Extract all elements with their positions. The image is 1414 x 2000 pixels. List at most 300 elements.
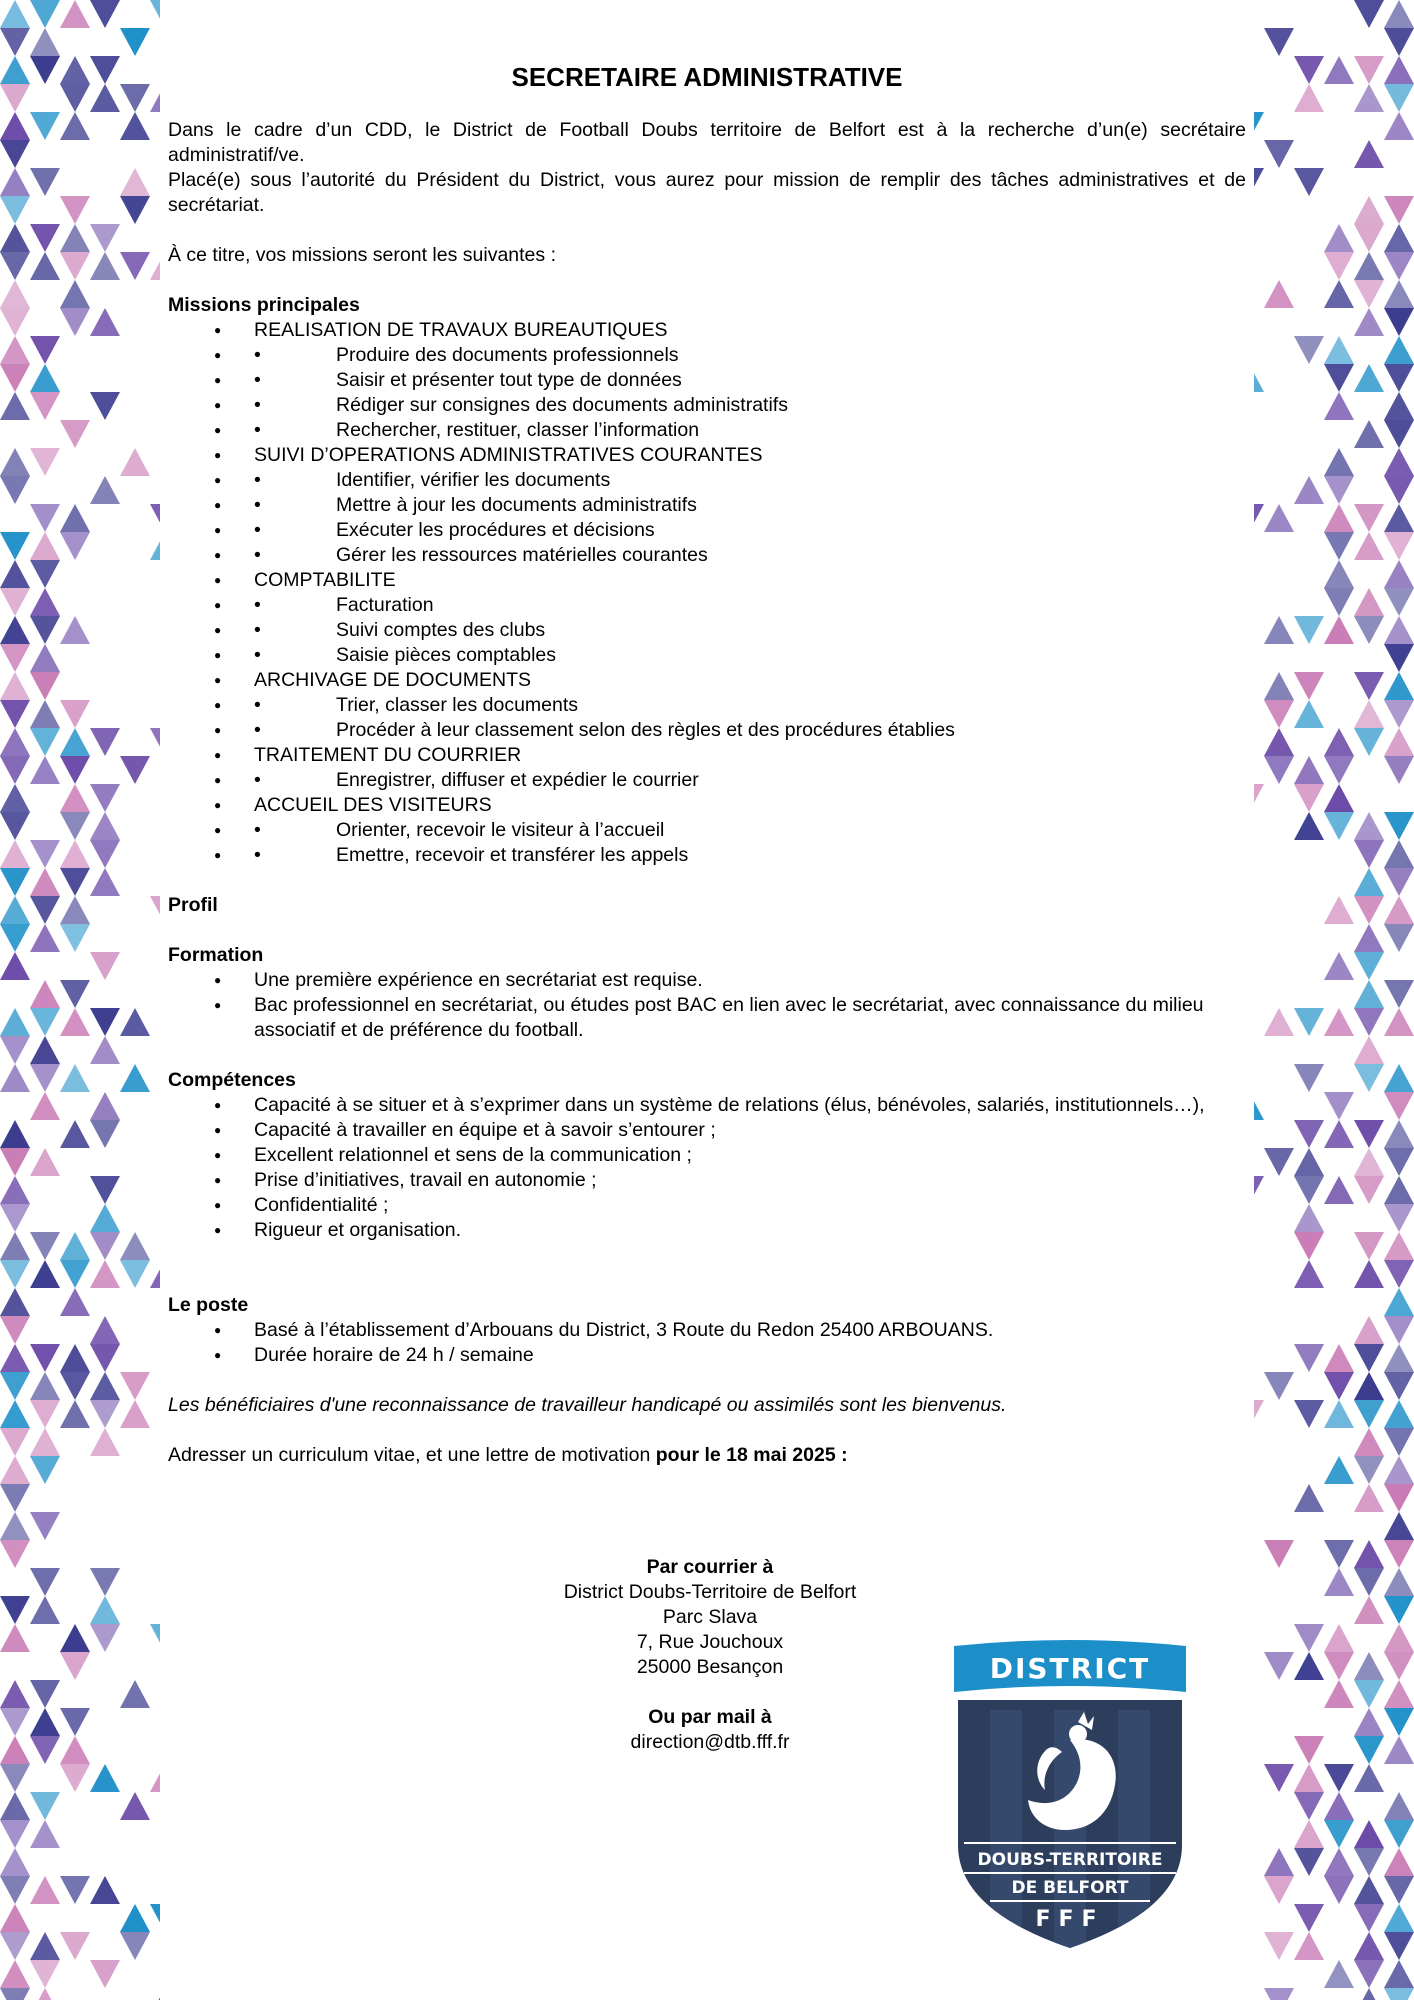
decorative-triangle — [1384, 1820, 1414, 1848]
decorative-triangle — [1354, 280, 1384, 308]
decorative-triangle — [0, 644, 30, 672]
decorative-triangle — [1294, 1148, 1324, 1176]
decorative-triangle — [1354, 924, 1384, 952]
decorative-triangle — [1294, 1204, 1324, 1232]
sub-bullet: • — [254, 719, 261, 741]
decorative-triangle — [1264, 504, 1294, 532]
decorative-triangle — [90, 952, 120, 980]
decorative-triangle — [1254, 112, 1264, 140]
sub-bullet: • — [254, 494, 261, 516]
decorative-triangle — [1384, 1316, 1414, 1344]
list-item: ● Capacité à travailler en équipe et à savoir s’entourer ; — [168, 1118, 1246, 1143]
decorative-triangle — [1384, 1372, 1414, 1400]
decorative-triangle — [60, 252, 90, 280]
decorative-triangle — [1294, 1260, 1324, 1288]
decorative-triangle — [30, 532, 60, 560]
decorative-triangle — [1384, 504, 1414, 532]
decorative-triangle — [150, 1904, 160, 1932]
decorative-triangle — [0, 168, 30, 196]
decorative-triangle — [60, 840, 90, 868]
decorative-triangle — [30, 0, 60, 28]
mission-task-text: Orienter, recevoir le visiteur à l’accueil — [336, 819, 665, 841]
decorative-triangle — [30, 1960, 60, 1988]
decorative-triangle — [120, 1372, 150, 1400]
decorative-triangle — [0, 1764, 30, 1792]
mission-task — [168, 468, 1246, 493]
decorative-triangle — [0, 1540, 30, 1568]
decorative-triangle — [90, 1008, 120, 1036]
decorative-triangle — [1294, 1652, 1324, 1680]
decorative-triangle — [0, 1848, 30, 1876]
decorative-triangle — [0, 812, 30, 840]
decorative-triangle — [120, 252, 150, 280]
decorative-triangle — [1384, 1568, 1414, 1596]
decorative-triangle — [1294, 168, 1324, 196]
decorative-triangle — [120, 1400, 150, 1428]
mission-task — [168, 368, 1246, 393]
decorative-triangle — [1384, 1204, 1414, 1232]
decorative-triangle — [1324, 1960, 1354, 1988]
decorative-triangle — [90, 1764, 120, 1792]
list-item: ● Excellent relationnel et sens de la communication ; — [168, 1143, 1246, 1168]
decorative-triangle — [1254, 168, 1264, 196]
decorative-triangle — [90, 224, 120, 252]
decorative-triangle — [1264, 140, 1294, 168]
mission-task — [168, 718, 1246, 743]
decorative-triangle — [0, 336, 30, 364]
decorative-triangle — [1354, 1064, 1384, 1092]
decorative-triangle — [0, 1876, 30, 1904]
decorative-triangle — [1264, 1988, 1294, 2000]
decorative-triangle — [1354, 1120, 1384, 1148]
address-line: 25000 Besançon — [636, 1656, 784, 1678]
decorative-triangle — [1354, 140, 1384, 168]
decorative-triangle — [1354, 1876, 1384, 1904]
decorative-triangle — [60, 280, 90, 308]
decorative-triangle — [90, 1316, 120, 1344]
decorative-triangle — [1324, 1176, 1354, 1204]
decorative-triangle — [1354, 504, 1384, 532]
decorative-triangle — [1324, 280, 1354, 308]
decorative-triangle — [1384, 1120, 1414, 1148]
decorative-triangle — [1354, 1960, 1384, 1988]
decorative-triangle — [1384, 1400, 1414, 1428]
decorative-triangle — [0, 1344, 30, 1372]
decorative-triangle — [30, 1708, 60, 1736]
logo-divider — [990, 1900, 1150, 1902]
decorative-triangle — [60, 980, 90, 1008]
decorative-triangle — [1354, 1260, 1384, 1288]
decorative-triangle — [90, 1876, 120, 1904]
sub-bullet: • — [254, 394, 261, 416]
decorative-triangle — [60, 0, 90, 28]
decorative-triangle — [0, 1792, 30, 1820]
sub-bullet: • — [254, 694, 261, 716]
mission-task-text: Rechercher, restituer, classer l’information — [336, 419, 700, 441]
sub-bullet: • — [254, 594, 261, 616]
decorative-triangle — [0, 56, 30, 84]
decorative-triangle — [1354, 0, 1384, 28]
decorative-triangle — [1354, 196, 1384, 224]
decorative-triangle — [1294, 1120, 1324, 1148]
decorative-triangle — [120, 1064, 150, 1092]
decorative-triangle — [60, 308, 90, 336]
list-item: ● Une première expérience en secrétariat est requise. — [168, 968, 1246, 993]
decorative-triangle — [1324, 1008, 1354, 1036]
left-decorative-pattern — [0, 0, 160, 2000]
decorative-triangle — [30, 1456, 60, 1484]
decorative-triangle — [30, 1036, 60, 1064]
decorative-triangle — [1294, 812, 1324, 840]
decorative-triangle — [120, 1680, 150, 1708]
decorative-triangle — [0, 1904, 30, 1932]
mission-task — [168, 343, 1246, 368]
decorative-triangle — [1354, 1736, 1384, 1764]
decorative-triangle — [90, 1176, 120, 1204]
decorative-triangle — [30, 1680, 60, 1708]
mission-task-text: Identifier, vérifier les documents — [336, 469, 611, 491]
list-item: ● Confidentialité ; — [168, 1193, 1246, 1218]
decorative-triangle — [1324, 364, 1354, 392]
sub-bullet: • — [254, 544, 261, 566]
decorative-triangle — [1354, 1344, 1384, 1372]
decorative-triangle — [0, 728, 30, 756]
decorative-triangle — [1354, 1540, 1384, 1568]
decorative-triangle — [1324, 1652, 1354, 1680]
decorative-triangle — [1384, 1232, 1414, 1260]
decorative-triangle — [150, 728, 160, 756]
decorative-triangle — [1354, 1764, 1384, 1792]
decorative-triangle — [1354, 672, 1384, 700]
decorative-triangle — [30, 616, 60, 644]
decorative-triangle — [1324, 56, 1354, 84]
decorative-triangle — [1354, 1988, 1384, 2000]
decorative-triangle — [1264, 700, 1294, 728]
decorative-triangle — [1354, 728, 1384, 756]
decorative-triangle — [90, 1400, 120, 1428]
decorative-triangle — [150, 1764, 160, 1792]
decorative-triangle — [60, 1708, 90, 1736]
decorative-triangle — [1354, 700, 1384, 728]
decorative-triangle — [30, 1988, 60, 2000]
decorative-triangle — [1354, 616, 1384, 644]
decorative-triangle — [90, 1092, 120, 1120]
decorative-triangle — [60, 1652, 90, 1680]
decorative-triangle — [120, 1008, 150, 1036]
decorative-triangle — [1384, 252, 1414, 280]
decorative-triangle — [1384, 560, 1414, 588]
decorative-triangle — [30, 28, 60, 56]
decorative-triangle — [1294, 1792, 1324, 1820]
decorative-triangle — [150, 504, 160, 532]
decorative-triangle — [1384, 1932, 1414, 1960]
decorative-triangle — [0, 224, 30, 252]
decorative-triangle — [60, 196, 90, 224]
formation-title: Formation — [168, 944, 264, 966]
decorative-triangle — [1354, 1904, 1384, 1932]
decorative-triangle — [0, 868, 30, 896]
decorative-triangle — [1384, 308, 1414, 336]
mission-task-text: Saisie pièces comptables — [336, 644, 557, 666]
decorative-triangle — [1264, 280, 1294, 308]
mission-task — [168, 543, 1246, 568]
decorative-triangle — [1384, 1736, 1414, 1764]
decorative-triangle — [1384, 1484, 1414, 1512]
decorative-triangle — [0, 1148, 30, 1176]
decorative-triangle — [1354, 1680, 1384, 1708]
decorative-triangle — [1354, 1232, 1384, 1260]
decorative-triangle — [1294, 1848, 1324, 1876]
decorative-triangle — [1324, 1876, 1354, 1904]
decorative-triangle — [1264, 616, 1294, 644]
sub-bullet: • — [254, 769, 261, 791]
contact-block — [480, 1555, 940, 1755]
decorative-triangle — [0, 112, 30, 140]
decorative-triangle — [0, 1988, 30, 2000]
mission-category: ● TRAITEMENT DU COURRIER — [168, 743, 1246, 768]
decorative-triangle — [30, 700, 60, 728]
decorative-triangle — [1354, 588, 1384, 616]
decorative-triangle — [30, 1820, 60, 1848]
decorative-triangle — [30, 1092, 60, 1120]
decorative-triangle — [60, 504, 90, 532]
decorative-triangle — [0, 1820, 30, 1848]
decorative-triangle — [90, 840, 120, 868]
decorative-triangle — [1384, 924, 1414, 952]
mission-task-text: Procéder à leur classement selon des règles et des procédures établies — [336, 719, 955, 741]
decorative-triangle — [30, 392, 60, 420]
decorative-triangle — [1354, 896, 1384, 924]
decorative-triangle — [1354, 532, 1384, 560]
decorative-triangle — [0, 1372, 30, 1400]
decorative-triangle — [0, 448, 30, 476]
decorative-triangle — [1384, 224, 1414, 252]
decorative-triangle — [1354, 980, 1384, 1008]
decorative-triangle — [60, 1736, 90, 1764]
decorative-triangle — [1384, 868, 1414, 896]
decorative-triangle — [1384, 1624, 1414, 1652]
decorative-triangle — [60, 1764, 90, 1792]
decorative-triangle — [90, 812, 120, 840]
decorative-triangle — [90, 1960, 120, 1988]
decorative-triangle — [1264, 672, 1294, 700]
decorative-triangle — [1294, 1624, 1324, 1652]
decorative-triangle — [30, 672, 60, 700]
decorative-triangle — [60, 1876, 90, 1904]
decorative-triangle — [0, 560, 30, 588]
document-body — [168, 60, 1246, 1468]
mission-category: ● REALISATION DE TRAVAUX BUREAUTIQUES — [168, 318, 1246, 343]
decorative-triangle — [1384, 1260, 1414, 1288]
decorative-triangle — [1354, 868, 1384, 896]
decorative-triangle — [1264, 756, 1294, 784]
decorative-triangle — [1384, 672, 1414, 700]
decorative-triangle — [0, 1680, 30, 1708]
missions-list — [168, 318, 1246, 868]
decorative-triangle — [1324, 1456, 1354, 1484]
decorative-triangle — [1324, 1680, 1354, 1708]
decorative-triangle — [1384, 476, 1414, 504]
decorative-triangle — [0, 476, 30, 504]
decorative-triangle — [60, 700, 90, 728]
decorative-triangle — [1384, 1512, 1414, 1540]
decorative-triangle — [1384, 812, 1414, 840]
decorative-triangle — [30, 56, 60, 84]
decorative-triangle — [30, 560, 60, 588]
decorative-triangle — [1294, 616, 1324, 644]
decorative-triangle — [90, 1344, 120, 1372]
decorative-triangle — [30, 980, 60, 1008]
decorative-triangle — [1254, 784, 1264, 812]
list-item: ● Bac professionnel en secrétariat, ou études post BAC en lien avec le secrétariat, avec connaissance du milieu associatif et de préférence du football. — [168, 993, 1246, 1043]
decorative-triangle — [1354, 1428, 1384, 1456]
mission-task-text: Produire des documents professionnels — [336, 344, 679, 366]
sub-bullet: • — [254, 369, 261, 391]
decorative-triangle — [1354, 1316, 1384, 1344]
apply-text: Adresser un curriculum vitae, et une lettre de motivation — [168, 1444, 656, 1466]
decorative-triangle — [30, 252, 60, 280]
decorative-triangle — [1324, 1400, 1354, 1428]
decorative-triangle — [1264, 1372, 1294, 1400]
decorative-triangle — [1254, 1400, 1264, 1428]
decorative-triangle — [150, 252, 160, 280]
decorative-triangle — [150, 532, 160, 560]
decorative-triangle — [30, 1736, 60, 1764]
mission-task — [168, 493, 1246, 518]
decorative-triangle — [60, 224, 90, 252]
profil-title: Profil — [168, 894, 218, 916]
decorative-triangle — [0, 1176, 30, 1204]
decorative-triangle — [1354, 1708, 1384, 1736]
decorative-triangle — [30, 728, 60, 756]
decorative-triangle — [120, 756, 150, 784]
decorative-triangle — [1324, 532, 1354, 560]
sub-bullet: • — [254, 419, 261, 441]
decorative-triangle — [0, 1036, 30, 1064]
decorative-triangle — [1354, 1596, 1384, 1624]
decorative-triangle — [1294, 1176, 1324, 1204]
decorative-triangle — [1264, 1008, 1294, 1036]
missions-intro: À ce titre, vos missions seront les suivantes : — [168, 244, 556, 266]
decorative-triangle — [1384, 448, 1414, 476]
decorative-triangle — [1294, 476, 1324, 504]
decorative-triangle — [1264, 1540, 1294, 1568]
decorative-triangle — [1254, 364, 1264, 392]
decorative-triangle — [1384, 644, 1414, 672]
district-logo — [950, 1640, 1190, 1950]
decorative-triangle — [0, 700, 30, 728]
decorative-triangle — [120, 1932, 150, 1960]
decorative-triangle — [60, 756, 90, 784]
decorative-triangle — [30, 1512, 60, 1540]
decorative-triangle — [1384, 756, 1414, 784]
decorative-triangle — [1384, 1792, 1414, 1820]
sub-bullet: • — [254, 644, 261, 666]
decorative-triangle — [0, 1204, 30, 1232]
decorative-triangle — [1354, 1372, 1384, 1400]
decorative-triangle — [90, 1036, 120, 1064]
decorative-triangle — [120, 1260, 150, 1288]
decorative-triangle — [0, 1932, 30, 1960]
sub-bullet: • — [254, 344, 261, 366]
decorative-triangle — [1324, 476, 1354, 504]
decorative-triangle — [1324, 336, 1354, 364]
decorative-triangle — [90, 1204, 120, 1232]
decorative-triangle — [120, 196, 150, 224]
poste-list — [168, 1318, 1246, 1368]
handicap-note: Les bénéficiaires d'une reconnaissance de travailleur handicapé ou assimilés sont les bienvenus. — [168, 1394, 1007, 1416]
decorative-triangle — [1354, 420, 1384, 448]
decorative-triangle — [90, 1120, 120, 1148]
decorative-triangle — [1294, 1344, 1324, 1372]
decorative-triangle — [1384, 1064, 1414, 1092]
mission-category: ● COMPTABILITE — [168, 568, 1246, 593]
mission-task-text: Suivi comptes des clubs — [336, 619, 546, 641]
intro-paragraph-1: Dans le cadre d’un CDD, le District de Football Doubs territoire de Belfort est à la recherche d’un(e) secrétaire administratif/ve. — [168, 119, 1246, 166]
decorative-triangle — [0, 1008, 30, 1036]
decorative-triangle — [0, 252, 30, 280]
decorative-triangle — [1324, 1764, 1354, 1792]
decorative-triangle — [90, 1624, 120, 1652]
decorative-triangle — [60, 896, 90, 924]
decorative-triangle — [0, 588, 30, 616]
decorative-triangle — [60, 616, 90, 644]
decorative-triangle — [0, 1064, 30, 1092]
decorative-triangle — [1354, 1568, 1384, 1596]
decorative-triangle — [1384, 896, 1414, 924]
decorative-triangle — [90, 0, 120, 28]
decorative-triangle — [120, 448, 150, 476]
decorative-triangle — [30, 868, 60, 896]
mission-task — [168, 518, 1246, 543]
decorative-triangle — [0, 308, 30, 336]
decorative-triangle — [1294, 336, 1324, 364]
decorative-triangle — [1384, 588, 1414, 616]
decorative-triangle — [1384, 196, 1414, 224]
page-title: SECRETAIRE ADMINISTRATIVE — [511, 62, 903, 92]
logo-divider — [964, 1842, 1176, 1844]
decorative-triangle — [120, 84, 150, 112]
decorative-triangle — [1384, 1596, 1414, 1624]
decorative-triangle — [0, 532, 30, 560]
decorative-triangle — [30, 504, 60, 532]
mission-task-text: Enregistrer, diffuser et expédier le courrier — [336, 769, 699, 791]
decorative-triangle — [0, 1456, 30, 1484]
decorative-triangle — [1384, 280, 1414, 308]
decorative-triangle — [60, 1624, 90, 1652]
logo-line2: DE BELFORT — [1011, 1878, 1129, 1898]
mission-task-text: Mettre à jour les documents administratifs — [336, 494, 697, 516]
decorative-triangle — [1354, 812, 1384, 840]
decorative-triangle — [1264, 728, 1294, 756]
decorative-triangle — [1294, 784, 1324, 812]
competences-title: Compétences — [168, 1069, 296, 1091]
list-item: ● Prise d’initiatives, travail en autonomie ; — [168, 1168, 1246, 1193]
mission-task — [168, 643, 1246, 668]
decorative-triangle — [0, 1120, 30, 1148]
competences-list — [168, 1093, 1246, 1243]
decorative-triangle — [1384, 28, 1414, 56]
decorative-triangle — [120, 168, 150, 196]
decorative-triangle — [60, 1400, 90, 1428]
decorative-triangle — [1324, 896, 1354, 924]
email-address[interactable]: direction@dtb.fff.fr — [630, 1731, 790, 1753]
decorative-triangle — [1294, 1484, 1324, 1512]
mail-title: Par courrier à — [646, 1556, 774, 1578]
decorative-triangle — [1324, 812, 1354, 840]
decorative-triangle — [1384, 1876, 1414, 1904]
decorative-triangle — [90, 84, 120, 112]
